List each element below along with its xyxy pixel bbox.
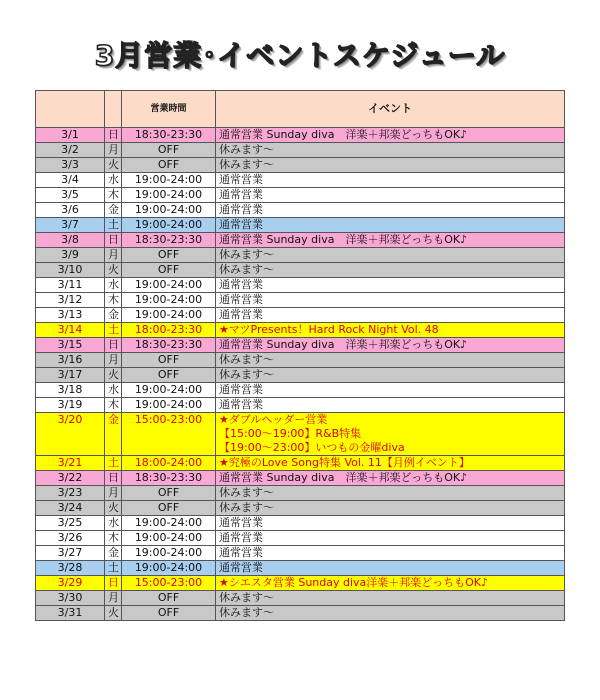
schedule-row: [36, 323, 565, 338]
event-cell: [216, 368, 565, 383]
event-line: 通常営業: [219, 278, 263, 291]
business-hours-cell: OFF: [122, 368, 216, 383]
event-cell: [216, 413, 565, 456]
date-cell: 3/5: [36, 188, 105, 203]
schedule-row: [36, 203, 565, 218]
business-hours-cell: OFF: [122, 486, 216, 501]
day-cell: 火: [105, 606, 122, 621]
day-cell: 木: [105, 293, 122, 308]
schedule-row: [36, 128, 565, 143]
event-cell: [216, 471, 565, 486]
schedule-row: [36, 158, 565, 173]
schedule-row: [36, 516, 565, 531]
event-cell: [216, 323, 565, 338]
header-date: [36, 91, 105, 128]
day-cell: 金: [105, 203, 122, 218]
day-cell: 火: [105, 368, 122, 383]
date-cell: 3/21: [36, 456, 105, 471]
day-cell: 木: [105, 531, 122, 546]
business-hours-cell: 19:00-24:00: [122, 188, 216, 203]
schedule-row: [36, 546, 565, 561]
event-cell: [216, 606, 565, 621]
date-cell: 3/27: [36, 546, 105, 561]
day-cell: 水: [105, 516, 122, 531]
schedule-row: [36, 353, 565, 368]
schedule-row: [36, 591, 565, 606]
day-cell: 火: [105, 263, 122, 278]
schedule-row: [36, 188, 565, 203]
event-cell: [216, 203, 565, 218]
date-cell: 3/14: [36, 323, 105, 338]
date-cell: 3/6: [36, 203, 105, 218]
business-hours-cell: OFF: [122, 158, 216, 173]
date-cell: 3/22: [36, 471, 105, 486]
date-cell: 3/7: [36, 218, 105, 233]
date-cell: 3/8: [36, 233, 105, 248]
schedule-body: [36, 128, 565, 621]
schedule-row: [36, 606, 565, 621]
schedule-row: [36, 293, 565, 308]
schedule-row: [36, 383, 565, 398]
business-hours-cell: 15:00-23:00: [122, 413, 216, 456]
event-line: 休みます～: [219, 263, 274, 276]
event-cell: [216, 158, 565, 173]
event-cell: [216, 338, 565, 353]
event-line: 通常営業: [219, 516, 263, 529]
event-line: 休みます～: [219, 248, 274, 261]
event-line: 休みます～: [219, 606, 274, 619]
date-cell: 3/31: [36, 606, 105, 621]
business-hours-cell: OFF: [122, 143, 216, 158]
business-hours-cell: OFF: [122, 606, 216, 621]
header-row: [36, 91, 565, 128]
business-hours-cell: 19:00-24:00: [122, 173, 216, 188]
day-cell: 日: [105, 576, 122, 591]
schedule-row: [36, 308, 565, 323]
date-cell: 3/23: [36, 486, 105, 501]
day-cell: 火: [105, 501, 122, 516]
event-line: ★究極のLove Song特集 Vol. 11【月例イベント】: [219, 456, 470, 469]
date-cell: 3/10: [36, 263, 105, 278]
business-hours-cell: 19:00-24:00: [122, 203, 216, 218]
day-cell: 水: [105, 173, 122, 188]
event-cell: [216, 561, 565, 576]
day-cell: 水: [105, 383, 122, 398]
date-cell: 3/19: [36, 398, 105, 413]
event-line: ★ダブルヘッダー営業: [219, 413, 328, 426]
date-cell: 3/20: [36, 413, 105, 456]
event-line: 通常営業 Sunday diva 洋楽＋邦楽どっちもOK♪: [219, 471, 468, 484]
event-cell: [216, 546, 565, 561]
date-cell: 3/24: [36, 501, 105, 516]
day-cell: 月: [105, 143, 122, 158]
business-hours-cell: OFF: [122, 591, 216, 606]
business-hours-cell: OFF: [122, 353, 216, 368]
schedule-row: [36, 248, 565, 263]
event-line: 通常営業: [219, 173, 263, 186]
business-hours-cell: 18:00-23:30: [122, 323, 216, 338]
event-cell: [216, 516, 565, 531]
event-line: 休みます～: [219, 143, 274, 156]
event-line: 休みます～: [219, 591, 274, 604]
business-hours-cell: OFF: [122, 501, 216, 516]
day-cell: 土: [105, 218, 122, 233]
event-line: 休みます～: [219, 158, 274, 171]
business-hours-cell: 18:30-23:30: [122, 128, 216, 143]
event-cell: [216, 591, 565, 606]
schedule-row: [36, 531, 565, 546]
schedule-row: [36, 501, 565, 516]
date-cell: 3/3: [36, 158, 105, 173]
day-cell: 月: [105, 591, 122, 606]
day-cell: 月: [105, 248, 122, 263]
event-line: 通常営業 Sunday diva 洋楽＋邦楽どっちもOK♪: [219, 233, 468, 246]
day-cell: 木: [105, 398, 122, 413]
business-hours-cell: 19:00-24:00: [122, 561, 216, 576]
business-hours-cell: 18:00-24:00: [122, 456, 216, 471]
header-day: [105, 91, 122, 128]
business-hours-cell: OFF: [122, 248, 216, 263]
business-hours-cell: 19:00-24:00: [122, 218, 216, 233]
event-line: 通常営業 Sunday diva 洋楽＋邦楽どっちもOK♪: [219, 128, 468, 141]
event-cell: [216, 353, 565, 368]
business-hours-cell: 19:00-24:00: [122, 383, 216, 398]
schedule-header: [36, 91, 565, 128]
event-cell: [216, 233, 565, 248]
business-hours-cell: 19:00-24:00: [122, 546, 216, 561]
business-hours-cell: 18:30-23:30: [122, 338, 216, 353]
event-cell: [216, 218, 565, 233]
schedule-row: [36, 233, 565, 248]
event-cell: [216, 308, 565, 323]
event-line: 通常営業: [219, 218, 263, 231]
business-hours-cell: 19:00-24:00: [122, 516, 216, 531]
event-cell: [216, 263, 565, 278]
date-cell: 3/17: [36, 368, 105, 383]
event-cell: [216, 398, 565, 413]
date-cell: 3/25: [36, 516, 105, 531]
schedule-row: [36, 338, 565, 353]
day-cell: 水: [105, 278, 122, 293]
business-hours-cell: 19:00-24:00: [122, 278, 216, 293]
page-title: 3月営業･イベントスケジュール: [94, 39, 506, 72]
schedule-row: [36, 368, 565, 383]
event-line: ★シエスタ営業 Sunday diva洋楽＋邦楽どっちもOK♪: [219, 576, 488, 589]
schedule-row: [36, 263, 565, 278]
date-cell: 3/11: [36, 278, 105, 293]
event-cell: [216, 188, 565, 203]
event-line: 通常営業: [219, 188, 263, 201]
day-cell: 火: [105, 158, 122, 173]
date-cell: 3/28: [36, 561, 105, 576]
event-cell: [216, 278, 565, 293]
event-cell: [216, 576, 565, 591]
schedule-row: [36, 173, 565, 188]
day-cell: 土: [105, 561, 122, 576]
event-cell: [216, 248, 565, 263]
event-line: 通常営業: [219, 546, 263, 559]
header-event: イベント: [216, 91, 565, 128]
date-cell: 3/26: [36, 531, 105, 546]
event-cell: [216, 456, 565, 471]
day-cell: 日: [105, 471, 122, 486]
event-cell: [216, 173, 565, 188]
date-cell: 3/13: [36, 308, 105, 323]
schedule-row: [36, 471, 565, 486]
business-hours-cell: 15:00-23:00: [122, 576, 216, 591]
event-line: 【19:00～23:00】いつもの金曜diva: [219, 441, 405, 454]
schedule-row: [36, 413, 565, 456]
day-cell: 土: [105, 456, 122, 471]
business-hours-cell: 19:00-24:00: [122, 531, 216, 546]
schedule-table: [35, 90, 565, 621]
business-hours-cell: 19:00-24:00: [122, 308, 216, 323]
schedule-row: [36, 398, 565, 413]
event-cell: [216, 531, 565, 546]
date-cell: 3/18: [36, 383, 105, 398]
event-line: 通常営業: [219, 398, 263, 411]
day-cell: 金: [105, 308, 122, 323]
event-cell: [216, 486, 565, 501]
event-line: 通常営業: [219, 561, 263, 574]
day-cell: 土: [105, 323, 122, 338]
date-cell: 3/1: [36, 128, 105, 143]
event-cell: [216, 128, 565, 143]
date-cell: 3/29: [36, 576, 105, 591]
event-cell: [216, 501, 565, 516]
business-hours-cell: 19:00-24:00: [122, 398, 216, 413]
date-cell: 3/4: [36, 173, 105, 188]
day-cell: 日: [105, 233, 122, 248]
date-cell: 3/9: [36, 248, 105, 263]
date-cell: 3/16: [36, 353, 105, 368]
schedule-row: [36, 143, 565, 158]
day-cell: 木: [105, 188, 122, 203]
event-line: 休みます～: [219, 353, 274, 366]
event-line: 休みます～: [219, 486, 274, 499]
schedule-row: [36, 218, 565, 233]
event-line: 通常営業: [219, 203, 263, 216]
schedule-row: [36, 278, 565, 293]
date-cell: 3/12: [36, 293, 105, 308]
business-hours-cell: 18:30-23:30: [122, 471, 216, 486]
day-cell: 金: [105, 413, 122, 456]
date-cell: 3/30: [36, 591, 105, 606]
day-cell: 金: [105, 546, 122, 561]
event-line: 通常営業: [219, 293, 263, 306]
day-cell: 月: [105, 353, 122, 368]
event-line: 通常営業 Sunday diva 洋楽＋邦楽どっちもOK♪: [219, 338, 468, 351]
business-hours-cell: 18:30-23:30: [122, 233, 216, 248]
event-line: 通常営業: [219, 308, 263, 321]
event-cell: [216, 383, 565, 398]
schedule-row: [36, 576, 565, 591]
event-line: 休みます～: [219, 368, 274, 381]
header-business-hours: 営業時間: [122, 91, 216, 128]
day-cell: 月: [105, 486, 122, 501]
schedule-row: [36, 456, 565, 471]
event-line: 通常営業: [219, 383, 263, 396]
schedule-row: [36, 561, 565, 576]
day-cell: 日: [105, 338, 122, 353]
date-cell: 3/15: [36, 338, 105, 353]
business-hours-cell: 19:00-24:00: [122, 293, 216, 308]
event-line: 【15:00～19:00】R&B特集: [219, 427, 362, 440]
business-hours-cell: OFF: [122, 263, 216, 278]
event-cell: [216, 143, 565, 158]
event-line: ★マツPresents！Hard Rock Night Vol. 48: [219, 323, 439, 336]
schedule-row: [36, 486, 565, 501]
event-line: 休みます～: [219, 501, 274, 514]
event-line: 通常営業: [219, 531, 263, 544]
date-cell: 3/2: [36, 143, 105, 158]
day-cell: 日: [105, 128, 122, 143]
event-cell: [216, 293, 565, 308]
